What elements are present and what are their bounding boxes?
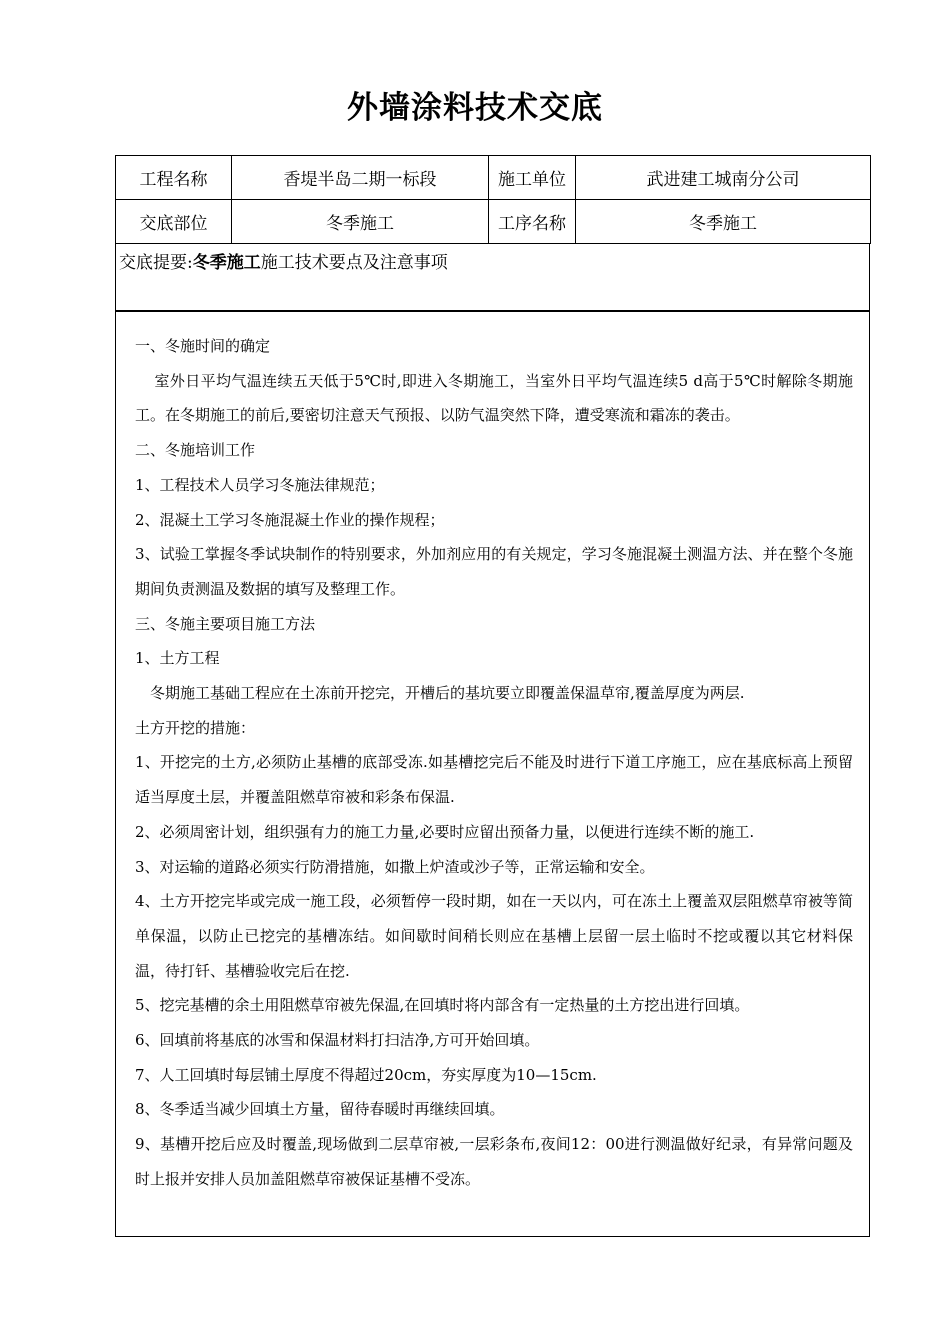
summary-suffix: 施工技术要点及注意事项 <box>260 253 448 273</box>
training-item-1: 1、工程技术人员学习冬施法律规范； <box>135 475 385 494</box>
process-value: 冬季施工 <box>576 200 871 244</box>
subheading-earthwork: 1、土方工程 <box>135 649 220 668</box>
measure-item-3: 3、对运输的道路必须实行防滑措施，如撒上炉渣或沙子等，正常运输和安全。 <box>135 857 655 876</box>
measure-item-7: 7、人工回填时每层铺土厚度不得超过20cm，夯实厚度为10—15cm. <box>135 1065 597 1084</box>
training-item-3: 3、试验工掌握冬季试块制作的特别要求，外加剂应用的有关规定，学习冬施混凝土测温方法、并在整个冬施期间负责测温及数据的填写及整理工作。 <box>135 545 853 598</box>
summary-section <box>115 243 870 311</box>
measure-item-9: 9、基槽开挖后应及时覆盖,现场做到二层草帘被,一层彩条布,夜间12：00进行测温做好纪录，有异常问题及时上报并安排人员加盖阻燃草帘被保证基槽不受冻。 <box>135 1135 853 1188</box>
document-title: 外墙涂料技术交底 <box>347 90 603 126</box>
measure-item-6: 6、回填前将基底的冰雪和保温材料打扫洁净,方可开始回填。 <box>135 1031 540 1050</box>
body-section <box>115 311 870 1237</box>
paragraph-earthwork: 冬期施工基础工程应在土冻前开挖完，开槽后的基坑要立即覆盖保温草帘,覆盖厚度为两层. <box>150 684 745 703</box>
measure-item-1: 1、开挖完的土方,必须防止基槽的底部受冻.如基槽挖完后不能及时进行下道工序施工，应在基底标高上预留适当厚度土层，并覆盖阻燃草帘被和彩条布保温. <box>135 753 853 807</box>
part-label: 交底部位 <box>116 200 232 244</box>
summary-bold: 冬季施工 <box>192 253 261 273</box>
info-row-1 <box>116 156 871 200</box>
contractor-label: 施工单位 <box>489 156 576 200</box>
measure-item-8: 8、冬季适当减少回填土方量，留待春暖时再继续回填。 <box>135 1100 505 1119</box>
subheading-measures: 土方开挖的措施： <box>135 718 256 737</box>
heading-3: 三、冬施主要项目施工方法 <box>135 614 316 633</box>
info-table <box>115 155 871 244</box>
summary-prefix: 交底提要: <box>119 253 193 273</box>
project-name-value: 香堤半岛二期一标段 <box>232 156 489 200</box>
training-item-2: 2、混凝土工学习冬施混凝土作业的操作规程； <box>135 510 445 529</box>
info-row-2 <box>116 200 871 244</box>
measure-item-2: 2、必须周密计划，组织强有力的施工力量,必要时应留出预备力量，以便进行连续不断的施工. <box>135 822 755 841</box>
process-label: 工序名称 <box>489 200 576 244</box>
contractor-value: 武进建工城南分公司 <box>576 156 871 200</box>
paragraph-winter-period: 室外日平均气温连续五天低于5℃时,即进入冬期施工，当室外日平均气温连续5 d高于5℃时解除冬期施工。在冬期施工的前后,要密切注意天气预报、以防气温突然下降，遭受寒流和霜冻的袭击。 <box>135 371 853 425</box>
heading-2: 二、冬施培训工作 <box>135 441 256 460</box>
heading-1: 一、冬施时间的确定 <box>135 337 271 355</box>
measure-item-5: 5、挖完基槽的余土用阻燃草帘被先保温,在回填时将内部含有一定热量的土方挖出进行回填。 <box>135 996 750 1015</box>
summary-line <box>119 248 448 273</box>
measure-item-4: 4、土方开挖完毕或完成一施工段，必须暂停一段时期，如在一天以内，可在冻土上覆盖双层阻燃草帘被等简单保温，以防止已挖完的基槽冻结。如间歇时间稍长则应在基槽上层留一层土临时不挖或覆以其它材料保温，待打钎、基槽验收完后在挖. <box>135 892 853 980</box>
part-value: 冬季施工 <box>232 200 489 244</box>
project-name-label: 工程名称 <box>116 156 232 200</box>
body-content <box>135 329 853 1197</box>
